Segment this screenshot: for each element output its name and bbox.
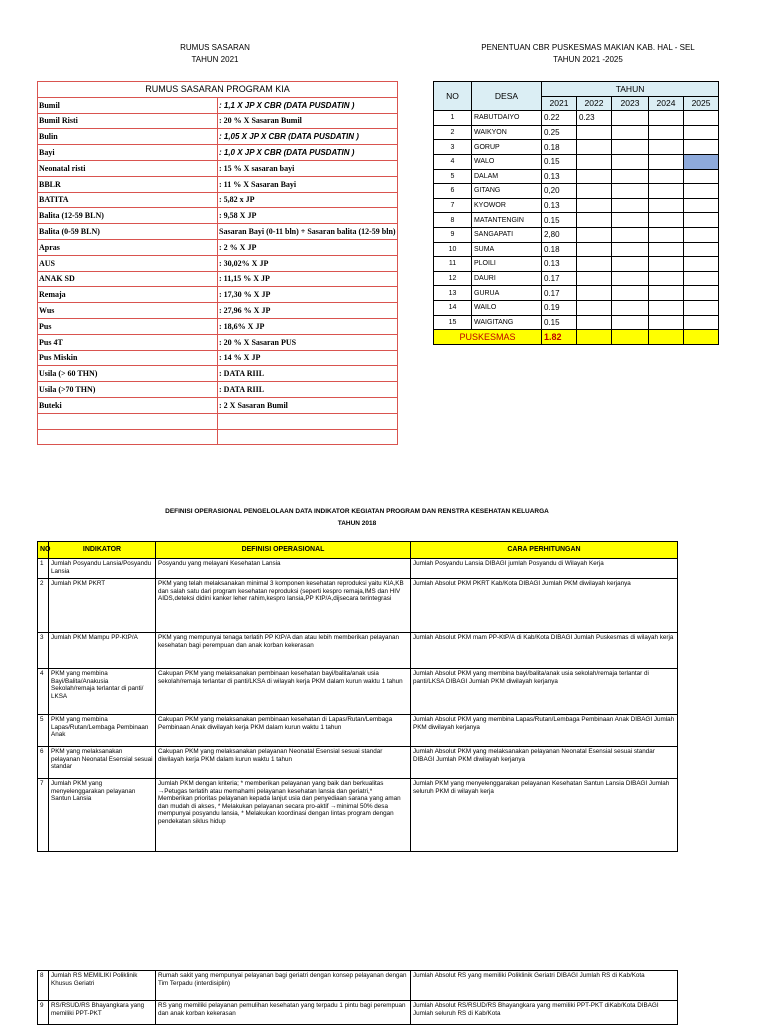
cbr-value-2024 (649, 184, 684, 199)
definisi-indikator: Jumlah RS MEMILIKI Poliklinik Khusus Geriatri (49, 971, 156, 1001)
cbr-value-2021: 0.25 (542, 125, 577, 140)
cbr-value-2024 (649, 271, 684, 286)
definisi-cara: Jumlah Absolut PKM yang membina Lapas/Rutan/Lembaga Pembinaan Anak DIBAGI Jumlah PKM diwilayah kerjanya (411, 715, 678, 747)
definisi-definisi: Posyandu yang melayani Kesehatan Lansia (156, 559, 411, 579)
cbr-no: 8 (434, 213, 472, 228)
rumus-label: Bumil Risti (38, 113, 218, 129)
rumus-label: Usila (> 60 THN) (38, 366, 218, 382)
definisi-no: 4 (38, 669, 49, 715)
rumus-row (38, 287, 398, 303)
cbr-value-2024 (649, 227, 684, 242)
cbr-value-2023 (612, 154, 649, 169)
definisi-heading-line2: TAHUN 2018 (337, 520, 377, 527)
rumus-row (38, 192, 398, 208)
rumus-row (38, 318, 398, 334)
rumus-row (38, 413, 398, 429)
rumus-row (38, 224, 398, 240)
rumus-sasaran-table (37, 81, 398, 445)
rumus-label (38, 413, 218, 429)
rumus-value: : 2 X Sasaran Bumil (218, 397, 398, 413)
definisi-row (38, 559, 678, 579)
cbr-row (434, 213, 719, 228)
cbr-year-2024: 2024 (649, 96, 684, 111)
cbr-value-2023 (612, 198, 649, 213)
cbr-desa: MATANTENGIN (472, 213, 542, 228)
definisi-row (38, 715, 678, 747)
rumus-value (218, 429, 398, 445)
cbr-value-2025 (684, 198, 719, 213)
rumus-row (38, 334, 398, 350)
def-col-indikator: INDIKATOR (49, 542, 156, 559)
cbr-desa: DAURI (472, 271, 542, 286)
cbr-value-2025 (684, 169, 719, 184)
rumus-row (38, 382, 398, 398)
cbr-value-2021: 0.18 (542, 140, 577, 155)
rumus-label: Balita (12-59 BLN) (38, 208, 218, 224)
definisi-cara: Jumlah Absolut PKM mam PP-KtP/A di Kab/Kota DIBAGI Jumlah Puskesmas di wilayah kerja (411, 633, 678, 669)
definisi-cara: Jumlah Absolut PKM yang membina bayi/balita/anak usia sekolah/remaja terlantar di panti/LKSA DIBAGI Jumlah PKM diwilayah kerjanya (411, 669, 678, 715)
rumus-heading-line1: RUMUS SASARAN (180, 43, 250, 52)
cbr-value-2025 (684, 300, 719, 315)
cbr-desa: GORUP (472, 140, 542, 155)
rumus-label: Pus 4T (38, 334, 218, 350)
rumus-label: BATITA (38, 192, 218, 208)
rumus-value: : DATA RIIL (218, 366, 398, 382)
definisi-definisi: PKM yang telah melaksanakan minimal 3 komponen kesehatan reproduksi yaitu KIA,KB dan salah satu dari program kesehatan reproduksi (seperti kespro remaja,IMS dan HIV AIDS,deteksi didini kanker leher rahim,kespro lansia,PP KtP/A,dijsecara terintegrasi (156, 579, 411, 633)
cbr-desa: GURUA (472, 286, 542, 301)
cbr-value-2021: 0.15 (542, 315, 577, 330)
definisi-row (38, 579, 678, 633)
rumus-label: Pus (38, 318, 218, 334)
cbr-value-2024 (649, 213, 684, 228)
cbr-row (434, 300, 719, 315)
cbr-row (434, 169, 719, 184)
cbr-value-2022: 0.23 (577, 111, 612, 126)
definisi-no: 6 (38, 747, 49, 779)
cbr-year-2021: 2021 (542, 96, 577, 111)
definisi-indikator: Jumlah PKM yang menyelenggarakan pelayanan Santun Lansia (49, 779, 156, 852)
definisi-indikator: Jumlah PKM PKRT (49, 579, 156, 633)
rumus-row (38, 145, 398, 161)
definisi-indikator: RS/RSUD/RS Bhayangkara yang memiliki PPT-PKT (49, 1001, 156, 1025)
cbr-desa: PLOILI (472, 257, 542, 272)
rumus-row (38, 176, 398, 192)
rumus-table-title: RUMUS SASARAN PROGRAM KIA (38, 82, 398, 98)
definisi-no: 2 (38, 579, 49, 633)
cbr-value-2025 (684, 184, 719, 199)
rumus-value: : 11 % X Sasaran Bayi (218, 176, 398, 192)
definisi-no: 8 (38, 971, 49, 1001)
cbr-value-2024 (649, 300, 684, 315)
definisi-row (38, 633, 678, 669)
definisi-cara: Jumlah Posyandu Lansia DIBAGI jumlah Posyandu di Wilayah Kerja (411, 559, 678, 579)
cbr-value-2024 (649, 140, 684, 155)
rumus-heading (37, 42, 393, 66)
cbr-desa: WAILO (472, 300, 542, 315)
cbr-value-2022 (577, 242, 612, 257)
rumus-value: : 1,0 X JP X CBR (DATA PUSDATIN ) (218, 145, 398, 161)
definisi-cara: Jumlah Absolut RS yang memiliki Poliklinik Geriatri DIBAGI Jumlah RS di Kab/Kota (411, 971, 678, 1001)
rumus-row (38, 366, 398, 382)
rumus-value: : 5,82 x JP (218, 192, 398, 208)
cbr-total-value: 1.82 (542, 330, 577, 345)
rumus-label: Bayi (38, 145, 218, 161)
rumus-label: Buteki (38, 397, 218, 413)
cbr-value-2022 (577, 271, 612, 286)
cbr-desa: GITANG (472, 184, 542, 199)
cbr-no: 13 (434, 286, 472, 301)
cbr-value-2025 (684, 257, 719, 272)
cbr-value-2021: 0.17 (542, 271, 577, 286)
definisi-definisi: Cakupan PKM yang melaksanakan pembinaan kesehatan bayi/balita/anak usia sekolah/remaja terlantar di panti/LKSA di wilayah kerja PKM dalam kurun waktu 1 tahun (156, 669, 411, 715)
definisi-no: 3 (38, 633, 49, 669)
cbr-total-row (434, 330, 719, 345)
cbr-value-2025 (684, 154, 719, 169)
rumus-value: : 20 % X Sasaran PUS (218, 334, 398, 350)
cbr-value-2021: 0.13 (542, 198, 577, 213)
cbr-value-2023 (612, 227, 649, 242)
rumus-row (38, 429, 398, 445)
cbr-total-empty (684, 330, 719, 345)
cbr-row (434, 257, 719, 272)
cbr-desa: KYOWOR (472, 198, 542, 213)
cbr-row (434, 154, 719, 169)
definisi-cara: Jumlah Absolut PKM yang melaksanakan pelayanan Neonatal Esensial sesuai standar DIBAGI Jumlah PKM diwilayah kerjanya (411, 747, 678, 779)
cbr-value-2023 (612, 213, 649, 228)
rumus-row (38, 239, 398, 255)
rumus-row (38, 397, 398, 413)
cbr-no: 7 (434, 198, 472, 213)
cbr-col-tahun: TAHUN (542, 82, 719, 97)
rumus-heading-line2: TAHUN 2021 (191, 55, 239, 64)
cbr-row (434, 125, 719, 140)
definisi-indikator: PKM yang melaksanakan pelayanan Neonatal Esensial sesuai standar (49, 747, 156, 779)
rumus-label: Remaja (38, 287, 218, 303)
cbr-desa: WALO (472, 154, 542, 169)
rumus-label: Neonatal risti (38, 160, 218, 176)
cbr-value-2023 (612, 257, 649, 272)
cbr-row (434, 271, 719, 286)
cbr-value-2021: 2,80 (542, 227, 577, 242)
rumus-row (38, 271, 398, 287)
cbr-no: 1 (434, 111, 472, 126)
cbr-value-2023 (612, 315, 649, 330)
cbr-value-2021: 0.13 (542, 257, 577, 272)
cbr-value-2023 (612, 184, 649, 199)
cbr-value-2023 (612, 242, 649, 257)
rumus-label: Pus Miskin (38, 350, 218, 366)
definisi-table (37, 541, 678, 852)
definisi-definisi: PKM yang mempunyai tenaga terlatih PP KtP/A dan atau lebih memberikan pelayanan kesehatan bagi perempuan dan anak korban kekerasan (156, 633, 411, 669)
cbr-desa: SANGAPATI (472, 227, 542, 242)
rumus-value: : 2 % X JP (218, 239, 398, 255)
cbr-value-2022 (577, 315, 612, 330)
definisi-heading (37, 506, 677, 530)
rumus-label: Bumil (38, 97, 218, 113)
cbr-value-2021: 0,20 (542, 184, 577, 199)
def-col-cara: CARA PERHITUNGAN (411, 542, 678, 559)
cbr-row (434, 242, 719, 257)
cbr-value-2022 (577, 213, 612, 228)
cbr-value-2021: 0.17 (542, 286, 577, 301)
definisi-cara: Jumlah PKM yang menyelenggarakan pelayanan Kesehatan Santun Lansia DIBAGI Jumlah seluruh PKM di wilayah kerja (411, 779, 678, 852)
cbr-value-2021: 0.19 (542, 300, 577, 315)
definisi-definisi: Cakupan PKM yang melaksanakan pelayanan Neonatal Esensial sesuai standar diwilayah kerja PKM dalam kurun waktu 1 tahun (156, 747, 411, 779)
cbr-value-2021: 0.22 (542, 111, 577, 126)
def-col-no: NO (38, 542, 49, 559)
cbr-year-2025: 2025 (684, 96, 719, 111)
rumus-row (38, 255, 398, 271)
rumus-label: Balita (0-59 BLN) (38, 224, 218, 240)
definisi-row (38, 971, 678, 1001)
cbr-total-label: PUSKESMAS (434, 330, 542, 345)
rumus-value: : 9,58 X JP (218, 208, 398, 224)
rumus-value: : 15 % X sasaran bayi (218, 160, 398, 176)
cbr-value-2023 (612, 169, 649, 184)
cbr-no: 12 (434, 271, 472, 286)
definisi-indikator: Jumlah Posyandu Lansia/Posyandu Lansia (49, 559, 156, 579)
rumus-row (38, 160, 398, 176)
cbr-value-2022 (577, 286, 612, 301)
cbr-no: 6 (434, 184, 472, 199)
cbr-heading-line2: TAHUN 2021 -2025 (553, 55, 623, 64)
cbr-row (434, 184, 719, 199)
cbr-no: 4 (434, 154, 472, 169)
cbr-value-2025 (684, 315, 719, 330)
rumus-value: : 1,05 X JP X CBR (DATA PUSDATIN ) (218, 129, 398, 145)
cbr-value-2021: 0.13 (542, 169, 577, 184)
cbr-value-2024 (649, 257, 684, 272)
cbr-value-2022 (577, 154, 612, 169)
rumus-value: : 14 % X JP (218, 350, 398, 366)
cbr-year-2023: 2023 (612, 96, 649, 111)
rumus-value: : 30,02% X JP (218, 255, 398, 271)
cbr-no: 14 (434, 300, 472, 315)
definisi-no: 7 (38, 779, 49, 852)
cbr-row (434, 227, 719, 242)
rumus-label: Bulin (38, 129, 218, 145)
cbr-total-empty (649, 330, 684, 345)
cbr-value-2025 (684, 227, 719, 242)
cbr-total-empty (577, 330, 612, 345)
definisi-row (38, 779, 678, 852)
cbr-value-2023 (612, 300, 649, 315)
cbr-value-2025 (684, 242, 719, 257)
cbr-value-2021: 0.15 (542, 154, 577, 169)
cbr-value-2022 (577, 198, 612, 213)
cbr-value-2025 (684, 111, 719, 126)
definisi-no: 1 (38, 559, 49, 579)
definisi-definisi: Cakupan PKM yang melaksanakan pembinaan kesehatan di Lapas/Rutan/Lembaga Pembinaan Anak diwilayah kerja PKM dalam kurun waktu 1 tahun (156, 715, 411, 747)
cbr-row (434, 111, 719, 126)
rumus-row (38, 129, 398, 145)
cbr-value-2022 (577, 140, 612, 155)
cbr-no: 2 (434, 125, 472, 140)
cbr-value-2023 (612, 125, 649, 140)
rumus-row (38, 350, 398, 366)
cbr-value-2023 (612, 111, 649, 126)
rumus-label: Usila (>70 THN) (38, 382, 218, 398)
cbr-no: 5 (434, 169, 472, 184)
definisi-definisi: Jumlah PKM dengan kriteria; * memberikan pelayanan yang baik dan berkualitas →Petugas terlatih atau memahami pelayanan kesehatan lansia dan geriatri,* Memberikan prioritas pelayanan kepada lanjut usia dan penyediaan sarana yang aman dan mudah di akses, * Melakukan pelayanan secara pro-aktif →minimal 50% desa mempunyai posyandu lansia, * Melakukan koordinasi dengan lintas program dengan pendekatan siklus hidup (156, 779, 411, 852)
rumus-value: : 18,6% X JP (218, 318, 398, 334)
cbr-desa: WAIKYON (472, 125, 542, 140)
cbr-row (434, 198, 719, 213)
cbr-value-2021: 0.18 (542, 242, 577, 257)
definisi-indikator: Jumlah PKM Mampu PP-KtP/A (49, 633, 156, 669)
definisi-indikator: PKM yang membina Bayi/Balita/Anakusia Sekolah/remaja terlantar di panti/ LKSA (49, 669, 156, 715)
cbr-desa: DALAM (472, 169, 542, 184)
cbr-value-2025 (684, 125, 719, 140)
cbr-value-2024 (649, 154, 684, 169)
cbr-value-2024 (649, 315, 684, 330)
cbr-total-empty (612, 330, 649, 345)
cbr-value-2025 (684, 213, 719, 228)
cbr-value-2024 (649, 125, 684, 140)
definisi-definisi: RS yang memiliki pelayanan pemulihan kesehatan yang terpadu 1 pintu bagi perempuan dan anak korban kekerasan (156, 1001, 411, 1025)
cbr-value-2025 (684, 271, 719, 286)
cbr-year-2022: 2022 (577, 96, 612, 111)
rumus-row (38, 303, 398, 319)
cbr-value-2024 (649, 286, 684, 301)
cbr-no: 15 (434, 315, 472, 330)
rumus-row (38, 208, 398, 224)
cbr-value-2024 (649, 111, 684, 126)
cbr-no: 3 (434, 140, 472, 155)
cbr-heading (433, 42, 743, 66)
rumus-value: : 20 % X Sasaran Bumil (218, 113, 398, 129)
definisi-row (38, 747, 678, 779)
definisi-indikator: PKM yang membina Lapas/Rutan/Lembaga Pembinaan Anak (49, 715, 156, 747)
cbr-table (433, 81, 719, 345)
cbr-value-2023 (612, 286, 649, 301)
cbr-row (434, 286, 719, 301)
cbr-value-2025 (684, 286, 719, 301)
cbr-value-2022 (577, 257, 612, 272)
definisi-heading-line1: DEFINISI OPERASIONAL PENGELOLAAN DATA INDIKATOR KEGIATAN PROGRAM DAN RENSTRA KESEHATAN KELUARGA (165, 508, 549, 515)
rumus-value: : 17,30 % X JP (218, 287, 398, 303)
rumus-label: ANAK SD (38, 271, 218, 287)
rumus-row (38, 97, 398, 113)
cbr-desa: SUMA (472, 242, 542, 257)
cbr-desa: RABUTDAIYO (472, 111, 542, 126)
rumus-row (38, 113, 398, 129)
cbr-no: 9 (434, 227, 472, 242)
definisi-row (38, 1001, 678, 1025)
cbr-col-desa: DESA (472, 82, 542, 111)
cbr-row (434, 140, 719, 155)
rumus-label: Wus (38, 303, 218, 319)
cbr-no: 11 (434, 257, 472, 272)
rumus-value (218, 413, 398, 429)
rumus-label: BBLR (38, 176, 218, 192)
definisi-cara: Jumlah Absolut PKM PKRT Kab/Kota DIBAGI Jumlah PKM diwilayah kerjanya (411, 579, 678, 633)
cbr-value-2021: 0.15 (542, 213, 577, 228)
cbr-value-2022 (577, 125, 612, 140)
def-col-definisi: DEFINISI OPERASIONAL (156, 542, 411, 559)
cbr-desa: WAIGITANG (472, 315, 542, 330)
definisi-table-continued (37, 970, 678, 1025)
rumus-label (38, 429, 218, 445)
rumus-value: : 27,96 % X JP (218, 303, 398, 319)
cbr-row (434, 315, 719, 330)
definisi-row (38, 669, 678, 715)
cbr-value-2022 (577, 300, 612, 315)
cbr-value-2023 (612, 140, 649, 155)
cbr-value-2022 (577, 184, 612, 199)
cbr-heading-line1: PENENTUAN CBR PUSKESMAS MAKIAN KAB. HAL - SEL (481, 43, 695, 52)
cbr-value-2022 (577, 227, 612, 242)
rumus-label: AUS (38, 255, 218, 271)
rumus-value: : 1,1 X JP X CBR (DATA PUSDATIN ) (218, 97, 398, 113)
cbr-value-2022 (577, 169, 612, 184)
rumus-label: Apras (38, 239, 218, 255)
rumus-value: : DATA RIIL (218, 382, 398, 398)
definisi-definisi: Rumah sakit yang mempunyai pelayanan bagi geriatri dengan konsep pelayanan dengan Tim Terpadu (interdisiplin) (156, 971, 411, 1001)
rumus-value: : 11,15 % X JP (218, 271, 398, 287)
cbr-col-no: NO (434, 82, 472, 111)
cbr-value-2024 (649, 198, 684, 213)
definisi-cara: Jumlah Absolut RS/RSUD/RS Bhayangkara yang memiliki PPT-PKT diKab/Kota DIBAGI Jumlah seluruh RS di Kab/Kota (411, 1001, 678, 1025)
definisi-no: 9 (38, 1001, 49, 1025)
cbr-value-2023 (612, 271, 649, 286)
definisi-no: 5 (38, 715, 49, 747)
cbr-value-2024 (649, 242, 684, 257)
cbr-no: 10 (434, 242, 472, 257)
cbr-value-2024 (649, 169, 684, 184)
rumus-value: Sasaran Bayi (0-11 bln) + Sasaran balita (12-59 bln) (218, 224, 398, 240)
cbr-value-2025 (684, 140, 719, 155)
